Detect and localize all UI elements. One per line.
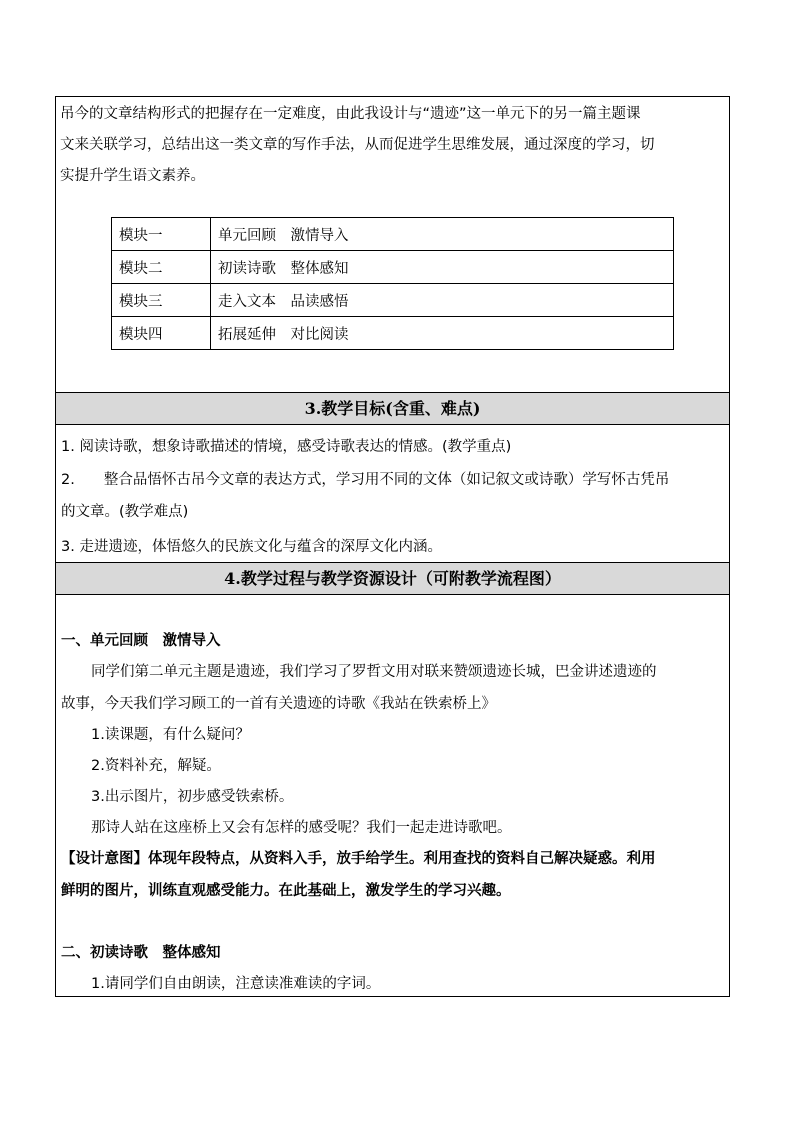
module-desc: 初读诗歌 整体感知 <box>211 251 674 284</box>
module-name: 模块一 <box>112 218 211 251</box>
module-desc: 拓展延伸 对比阅读 <box>211 317 674 350</box>
part-1-paragraph-line-1: 同学们第二单元主题是遗迹，我们学习了罗哲文用对联来赞颂遗迹长城，巴金讲述遗迹的 <box>91 664 657 680</box>
goal-1: 1. 阅读诗歌，想象诗歌描述的情境，感受诗歌表达的情感。(教学重点) <box>61 439 512 455</box>
goal-2-line-1: 2. 整合品悟怀古吊今文章的表达方式，学习用不同的文体（如记叙文或诗歌）学写怀古凭吊 <box>61 472 670 488</box>
intro-line: 吊今的文章结构形式的把握存在一定难度，由此我设计与“遗迹”这一单元下的另一篇主题课 <box>60 106 641 122</box>
list-item: 1.请同学们自由朗读，注意读准难读的字词。 <box>91 976 381 992</box>
design-intent-line-1: 【设计意图】体现年段特点，从资料入手，放手给学生。利用查找的资料自己解决疑惑。利用 <box>61 851 656 867</box>
transition-text: 那诗人站在这座桥上又会有怎样的感受呢？我们一起走进诗歌吧。 <box>91 820 512 836</box>
list-item: 3.出示图片，初步感受铁索桥。 <box>91 789 294 805</box>
module-table <box>111 217 674 350</box>
goal-2-line-2: 的文章。(教学难点) <box>61 504 189 520</box>
lesson-plan-frame <box>55 96 730 997</box>
table-row <box>112 251 674 284</box>
section-4-title: 4.教学过程与教学资源设计（可附教学流程图） <box>56 562 729 595</box>
design-intent-line-2: 鲜明的图片，训练直观感受能力。在此基础上，激发学生的学习兴趣。 <box>61 883 511 899</box>
intro-line: 文来关联学习，总结出这一类文章的写作手法，从而促进学生思维发展，通过深度的学习，切 <box>60 137 655 153</box>
part-2-heading: 二、初读诗歌 整体感知 <box>61 945 221 961</box>
section-3-title: 3.教学目标(含重、难点) <box>56 392 729 425</box>
module-name: 模块三 <box>112 284 211 317</box>
part-1-heading: 一、单元回顾 激情导入 <box>61 633 221 649</box>
goal-3: 3. 走进遗迹，体悟悠久的民族文化与蕴含的深厚文化内涵。 <box>61 539 442 555</box>
table-row <box>112 218 674 251</box>
list-item: 1.读课题，有什么疑问？ <box>91 727 250 743</box>
module-name: 模块四 <box>112 317 211 350</box>
list-item: 2.资料补充，解疑。 <box>91 758 221 774</box>
table-row <box>112 284 674 317</box>
intro-paragraph <box>60 99 725 192</box>
part-1-paragraph-line-2: 故事，今天我们学习顾工的一首有关遗迹的诗歌《我站在铁索桥上》 <box>61 696 496 712</box>
module-desc: 走入文本 品读感悟 <box>211 284 674 317</box>
table-row <box>112 317 674 350</box>
module-name: 模块二 <box>112 251 211 284</box>
intro-line: 实提升学生语文素养。 <box>60 168 205 184</box>
module-desc: 单元回顾 激情导入 <box>211 218 674 251</box>
